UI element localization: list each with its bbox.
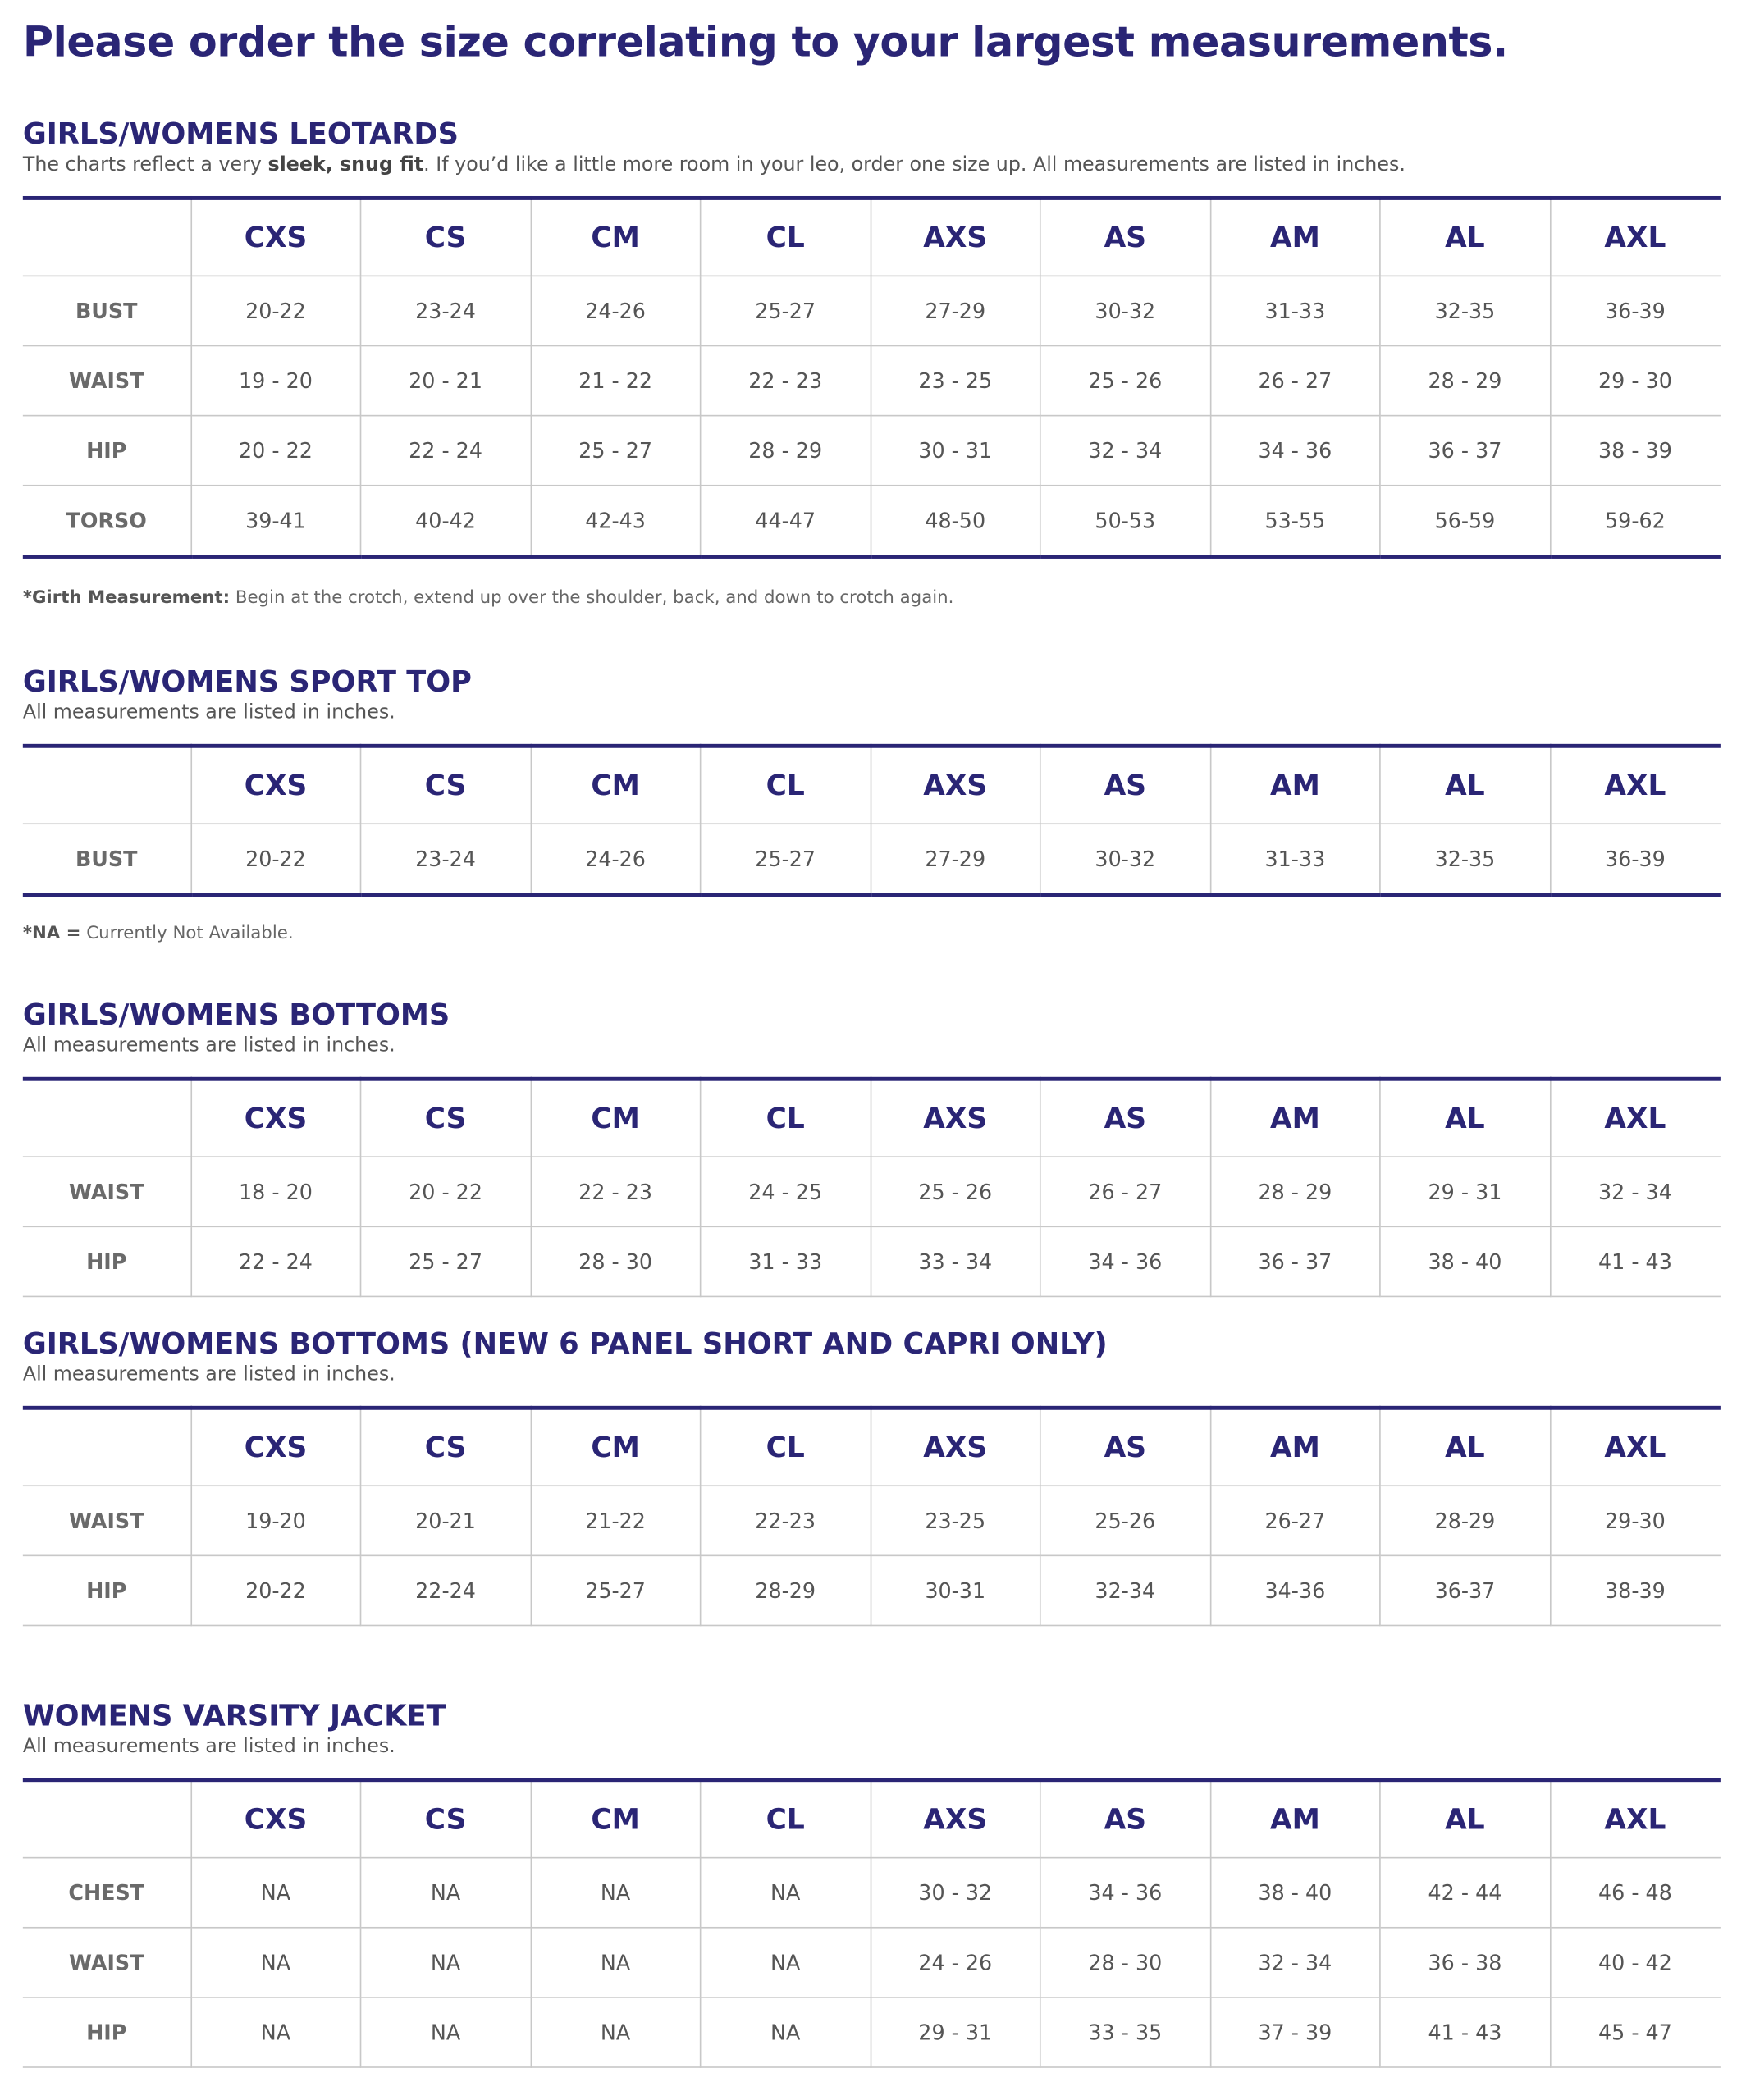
chart-title: GIRLS/WOMENS BOTTOMS (NEW 6 PANEL SHORT AND CAPRI ONLY) xyxy=(22,1327,1108,1362)
size-header: AS xyxy=(1040,198,1210,276)
size-header: AL xyxy=(1380,1780,1550,1858)
measurement-value: 26 - 27 xyxy=(1210,346,1380,416)
size-header: AL xyxy=(1380,746,1550,824)
size-header: CM xyxy=(531,1408,701,1486)
measurement-value: 33 - 34 xyxy=(871,1226,1040,1296)
chart-description: All measurements are listed in inches. xyxy=(22,1364,395,1386)
measurement-value: 32 - 34 xyxy=(1040,416,1210,486)
table-row xyxy=(23,1858,1720,1928)
measurement-value: 28 - 29 xyxy=(1380,346,1550,416)
measurement-label: TORSO xyxy=(23,486,191,557)
size-header: AM xyxy=(1210,1408,1380,1486)
measurement-value: 28 - 29 xyxy=(1210,1157,1380,1226)
measurement-label: WAIST xyxy=(23,346,191,416)
size-header: AM xyxy=(1210,746,1380,824)
measurement-value: 30 - 31 xyxy=(871,416,1040,486)
size-header: CXS xyxy=(190,746,360,824)
measurement-value: 32-35 xyxy=(1380,824,1550,895)
measurement-value: 20 - 22 xyxy=(361,1157,531,1226)
measurement-value: 36-39 xyxy=(1550,276,1720,345)
measurement-value: NA xyxy=(531,1928,701,1997)
measurement-label: WAIST xyxy=(23,1486,191,1555)
measurement-value: 41 - 43 xyxy=(1380,1997,1550,2067)
size-header: AL xyxy=(1380,198,1550,276)
measurement-value: 59-62 xyxy=(1550,486,1720,557)
size-header-row xyxy=(23,198,1720,276)
size-table xyxy=(23,1077,1720,1297)
measurement-value: 42 - 44 xyxy=(1380,1858,1550,1928)
measurement-label: BUST xyxy=(23,824,191,895)
measurement-value: 23-24 xyxy=(361,824,531,895)
size-header: CXS xyxy=(190,1408,360,1486)
measurement-value: 25 - 27 xyxy=(531,416,701,486)
measurement-value: 29 - 31 xyxy=(871,1997,1040,2067)
size-header: AS xyxy=(1040,746,1210,824)
measurement-value: NA xyxy=(190,1928,360,1997)
size-header: CL xyxy=(701,1408,871,1486)
size-header-row xyxy=(23,746,1720,824)
table-row xyxy=(23,416,1720,486)
measurement-label: WAIST xyxy=(23,1157,191,1226)
measurement-value: 22 - 23 xyxy=(531,1157,701,1226)
size-table xyxy=(23,1778,1720,2068)
na-note: *NA = Currently Not Available. xyxy=(22,924,294,944)
size-table xyxy=(23,196,1720,559)
measurement-value: 32 - 34 xyxy=(1210,1928,1380,1997)
table-row xyxy=(23,1997,1720,2067)
measurement-value: 28 - 30 xyxy=(531,1226,701,1296)
measurement-value: 38-39 xyxy=(1550,1555,1720,1625)
size-header-row xyxy=(23,1408,1720,1486)
size-header: AS xyxy=(1040,1408,1210,1486)
measurement-value: 26 - 27 xyxy=(1040,1157,1210,1226)
table-row xyxy=(23,1157,1720,1226)
measurement-value: 25-26 xyxy=(1040,1486,1210,1555)
measurement-value: 45 - 47 xyxy=(1550,1997,1720,2067)
measurement-value: 38 - 39 xyxy=(1550,416,1720,486)
measurement-value: 23-25 xyxy=(871,1486,1040,1555)
size-header: AXS xyxy=(871,746,1040,824)
size-header: CS xyxy=(361,1780,531,1858)
measurement-label: HIP xyxy=(23,1997,191,2067)
measurement-value: 30 - 32 xyxy=(871,1858,1040,1928)
measurement-value: 20-22 xyxy=(190,276,360,345)
measurement-value: 30-32 xyxy=(1040,276,1210,345)
measurement-value: 20-21 xyxy=(361,1486,531,1555)
measurement-value: 20 - 22 xyxy=(190,416,360,486)
size-header: CM xyxy=(531,746,701,824)
size-header: CL xyxy=(701,1079,871,1157)
measurement-value: 28 - 30 xyxy=(1040,1928,1210,1997)
size-header: AXS xyxy=(871,198,1040,276)
measurement-value: 36-39 xyxy=(1550,824,1720,895)
measurement-value: 31 - 33 xyxy=(701,1226,871,1296)
measurement-value: 22-23 xyxy=(701,1486,871,1555)
table-row xyxy=(23,1928,1720,1997)
measurement-value: 34-36 xyxy=(1210,1555,1380,1625)
chart-description: The charts reflect a very sleek, snug fit. If you’d like a little more room in your leo, order one size up. All measurements are listed in inches. xyxy=(22,154,1405,176)
size-header: AM xyxy=(1210,198,1380,276)
measurement-value: 44-47 xyxy=(701,486,871,557)
size-header: AL xyxy=(1380,1079,1550,1157)
measurement-value: 37 - 39 xyxy=(1210,1997,1380,2067)
corner-cell xyxy=(23,198,191,276)
bottoms-chart xyxy=(23,1000,1719,1297)
measurement-label: HIP xyxy=(23,1226,191,1296)
measurement-value: 25-27 xyxy=(531,1555,701,1625)
leotards-chart xyxy=(23,120,1719,609)
girth-measurement-note: *Girth Measurement: Begin at the crotch, extend up over the shoulder, back, and down to crotch again. xyxy=(22,587,954,609)
chart-title: WOMENS VARSITY JACKET xyxy=(22,1700,446,1734)
size-header: CL xyxy=(701,1780,871,1858)
measurement-value: 25-27 xyxy=(701,276,871,345)
size-header: AM xyxy=(1210,1079,1380,1157)
measurement-value: NA xyxy=(190,1858,360,1928)
size-header: CXS xyxy=(190,1780,360,1858)
size-header: AL xyxy=(1380,1408,1550,1486)
measurement-value: 32-34 xyxy=(1040,1555,1210,1625)
size-header: AS xyxy=(1040,1780,1210,1858)
measurement-value: 30-32 xyxy=(1040,824,1210,895)
size-header: CS xyxy=(361,1079,531,1157)
size-header-row xyxy=(23,1079,1720,1157)
measurement-label: CHEST xyxy=(23,1858,191,1928)
size-header: AXL xyxy=(1550,1780,1720,1858)
chart-title: GIRLS/WOMENS BOTTOMS xyxy=(22,998,450,1033)
size-header: CS xyxy=(361,1408,531,1486)
measurement-value: 28-29 xyxy=(701,1555,871,1625)
measurement-value: 31-33 xyxy=(1210,824,1380,895)
table-row xyxy=(23,1486,1720,1555)
measurement-label: HIP xyxy=(23,416,191,486)
measurement-value: 28-29 xyxy=(1380,1486,1550,1555)
measurement-value: NA xyxy=(701,1928,871,1997)
measurement-value: 19-20 xyxy=(190,1486,360,1555)
measurement-value: 24 - 25 xyxy=(701,1157,871,1226)
chart-title: GIRLS/WOMENS SPORT TOP xyxy=(22,665,472,700)
size-header: CM xyxy=(531,1780,701,1858)
measurement-value: NA xyxy=(701,1997,871,2067)
measurement-value: 22-24 xyxy=(361,1555,531,1625)
measurement-value: NA xyxy=(361,1928,531,1997)
measurement-value: 53-55 xyxy=(1210,486,1380,557)
size-table xyxy=(23,744,1720,897)
measurement-value: 25-27 xyxy=(701,824,871,895)
measurement-value: 29-30 xyxy=(1550,1486,1720,1555)
size-header: CS xyxy=(361,198,531,276)
measurement-value: NA xyxy=(701,1858,871,1928)
size-header: CXS xyxy=(190,1079,360,1157)
measurement-value: 29 - 31 xyxy=(1380,1157,1550,1226)
measurement-value: 23 - 25 xyxy=(871,346,1040,416)
measurement-value: 25 - 26 xyxy=(871,1157,1040,1226)
measurement-value: 24-26 xyxy=(531,824,701,895)
measurement-value: 48-50 xyxy=(871,486,1040,557)
measurement-value: 56-59 xyxy=(1380,486,1550,557)
measurement-value: 40 - 42 xyxy=(1550,1928,1720,1997)
size-header: AM xyxy=(1210,1780,1380,1858)
measurement-value: 31-33 xyxy=(1210,276,1380,345)
measurement-value: 24 - 26 xyxy=(871,1928,1040,1997)
measurement-value: NA xyxy=(531,1997,701,2067)
bottoms-6-panel-chart xyxy=(22,1327,1719,1627)
measurement-value: 20-22 xyxy=(190,824,360,895)
measurement-value: 25 - 26 xyxy=(1040,346,1210,416)
measurement-value: 26-27 xyxy=(1210,1486,1380,1555)
measurement-value: 18 - 20 xyxy=(190,1157,360,1226)
measurement-value: NA xyxy=(361,1997,531,2067)
size-header: CM xyxy=(531,198,701,276)
chart-description: All measurements are listed in inches. xyxy=(22,1736,395,1758)
measurement-value: 23-24 xyxy=(361,276,531,345)
size-header: CM xyxy=(531,1079,701,1157)
size-header: CXS xyxy=(190,198,360,276)
size-header: AXL xyxy=(1550,746,1720,824)
measurement-value: 36 - 38 xyxy=(1380,1928,1550,1997)
size-header: AXL xyxy=(1550,1079,1720,1157)
measurement-value: 36-37 xyxy=(1380,1555,1550,1625)
table-row xyxy=(23,486,1720,557)
measurement-label: HIP xyxy=(23,1555,191,1625)
varsity-jacket-chart xyxy=(23,1701,1719,2068)
measurement-value: 46 - 48 xyxy=(1550,1858,1720,1928)
measurement-value: 34 - 36 xyxy=(1210,416,1380,486)
measurement-value: 21-22 xyxy=(531,1486,701,1555)
size-header: CL xyxy=(701,746,871,824)
corner-cell xyxy=(23,1408,191,1486)
measurement-value: 22 - 24 xyxy=(190,1226,360,1296)
size-table xyxy=(23,1406,1720,1626)
size-header: AXL xyxy=(1550,198,1720,276)
size-header: AS xyxy=(1040,1079,1210,1157)
measurement-value: 20-22 xyxy=(190,1555,360,1625)
measurement-value: 21 - 22 xyxy=(531,346,701,416)
corner-cell xyxy=(23,1780,191,1858)
corner-cell xyxy=(23,1079,191,1157)
chart-description: All measurements are listed in inches. xyxy=(22,1035,395,1057)
measurement-value: 50-53 xyxy=(1040,486,1210,557)
measurement-value: NA xyxy=(190,1997,360,2067)
measurement-value: NA xyxy=(531,1858,701,1928)
measurement-value: 41 - 43 xyxy=(1550,1226,1720,1296)
measurement-value: 34 - 36 xyxy=(1040,1226,1210,1296)
measurement-value: 22 - 24 xyxy=(361,416,531,486)
measurement-label: BUST xyxy=(23,276,191,345)
table-row xyxy=(23,824,1720,895)
measurement-value: 20 - 21 xyxy=(361,346,531,416)
measurement-value: 36 - 37 xyxy=(1210,1226,1380,1296)
measurement-value: 36 - 37 xyxy=(1380,416,1550,486)
sport-top-chart xyxy=(22,665,1719,944)
size-header: AXS xyxy=(871,1408,1040,1486)
size-header: AXS xyxy=(871,1780,1040,1858)
measurement-value: 32-35 xyxy=(1380,276,1550,345)
size-header-row xyxy=(23,1780,1720,1858)
chart-title: GIRLS/WOMENS LEOTARDS xyxy=(22,118,459,152)
measurement-value: NA xyxy=(361,1858,531,1928)
table-row xyxy=(23,1555,1720,1625)
measurement-value: 25 - 27 xyxy=(361,1226,531,1296)
measurement-value: 34 - 36 xyxy=(1040,1858,1210,1928)
measurement-label: WAIST xyxy=(23,1928,191,1997)
size-header: CL xyxy=(701,198,871,276)
measurement-value: 30-31 xyxy=(871,1555,1040,1625)
measurement-value: 29 - 30 xyxy=(1550,346,1720,416)
measurement-value: 33 - 35 xyxy=(1040,1997,1210,2067)
corner-cell xyxy=(23,746,191,824)
measurement-value: 38 - 40 xyxy=(1210,1858,1380,1928)
measurement-value: 28 - 29 xyxy=(701,416,871,486)
table-row xyxy=(23,1226,1720,1296)
measurement-value: 40-42 xyxy=(361,486,531,557)
measurement-value: 27-29 xyxy=(871,824,1040,895)
chart-description: All measurements are listed in inches. xyxy=(22,702,395,724)
page-title: Please order the size correlating to your largest measurements. xyxy=(22,18,1508,67)
measurement-value: 32 - 34 xyxy=(1550,1157,1720,1226)
measurement-value: 27-29 xyxy=(871,276,1040,345)
measurement-value: 39-41 xyxy=(190,486,360,557)
table-row xyxy=(23,346,1720,416)
measurement-value: 38 - 40 xyxy=(1380,1226,1550,1296)
size-header: CS xyxy=(361,746,531,824)
measurement-value: 19 - 20 xyxy=(190,346,360,416)
measurement-value: 42-43 xyxy=(531,486,701,557)
measurement-value: 22 - 23 xyxy=(701,346,871,416)
table-row xyxy=(23,276,1720,345)
size-header: AXS xyxy=(871,1079,1040,1157)
measurement-value: 24-26 xyxy=(531,276,701,345)
size-header: AXL xyxy=(1550,1408,1720,1486)
